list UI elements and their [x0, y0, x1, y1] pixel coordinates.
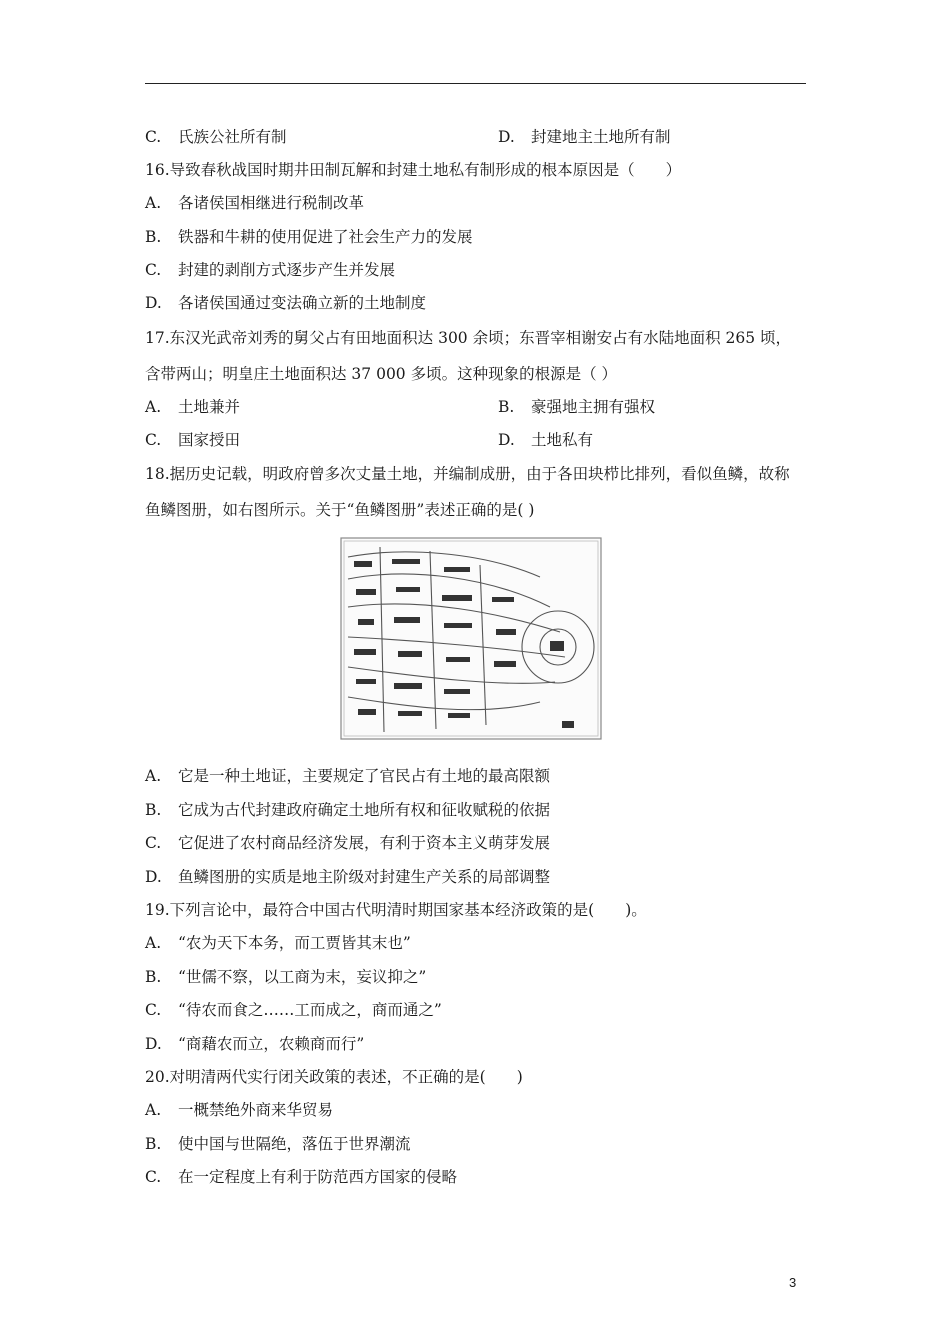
q17-option-a: A. 土地兼并	[145, 398, 241, 416]
q20-option-a: A. 一概禁绝外商来华贸易	[145, 1101, 334, 1119]
q17-option-c: C. 国家授田	[145, 431, 241, 449]
q16-option-d: D. 各诸侯国通过变法确立新的土地制度	[145, 294, 427, 312]
q18-option-b: B. 它成为古代封建政府确定土地所有权和征收赋税的依据	[145, 801, 551, 819]
q19-stem: 19.下列言论中，最符合中国古代明清时期国家基本经济政策的是( )。	[145, 901, 647, 919]
fish-scale-map-figure	[340, 537, 602, 740]
q18-option-d: D. 鱼鳞图册的实质是地主阶级对封建生产关系的局部调整	[145, 868, 551, 886]
q18-stem-line2: 鱼鳞图册，如右图所示。关于“鱼鳞图册”表述正确的是( )	[145, 501, 535, 519]
q19-option-c: C. “待农而食之……工而成之，商而通之”	[145, 1001, 442, 1019]
q18-stem-line1: 18.据历史记载，明政府曾多次丈量土地，并编制成册，由于各田块栉比排列，看似鱼鳞，故称	[145, 465, 790, 483]
q17-option-b: B. 豪强地主拥有强权	[498, 398, 656, 416]
q16-option-c: C. 封建的剥削方式逐步产生并发展	[145, 261, 396, 279]
q17-stem-line1: 17.东汉光武帝刘秀的舅父占有田地面积达 300 余顷；东晋宰相谢安占有水陆地面积 265 顷，	[145, 329, 792, 347]
q19-option-b: B. “世儒不察，以工商为末，妄议抑之”	[145, 968, 427, 986]
q15-option-d: D. 封建地主土地所有制	[498, 128, 671, 146]
q16-stem: 16.导致春秋战国时期井田制瓦解和封建土地私有制形成的根本原因是（ ）	[145, 161, 682, 179]
page-number: 3	[789, 1275, 797, 1290]
q20-option-b: B. 使中国与世隔绝，落伍于世界潮流	[145, 1135, 411, 1153]
q19-option-d: D. “商藉农而立，农赖商而行”	[145, 1035, 365, 1053]
q20-stem: 20.对明清两代实行闭关政策的表述，不正确的是( )	[145, 1068, 523, 1086]
q20-option-c: C. 在一定程度上有利于防范西方国家的侵略	[145, 1168, 458, 1186]
q19-option-a: A. “农为天下本务，而工贾皆其末也”	[145, 934, 411, 952]
q17-stem-line2: 含带两山；明皇庄土地面积达 37 000 多顷。这种现象的根源是（ ）	[145, 365, 618, 383]
header-rule	[145, 83, 806, 84]
q17-option-d: D. 土地私有	[498, 431, 594, 449]
q15-option-c: C. 氏族公社所有制	[145, 128, 287, 146]
q18-option-a: A. 它是一种土地证，主要规定了官民占有土地的最高限额	[145, 767, 551, 785]
q18-option-c: C. 它促进了农村商品经济发展，有利于资本主义萌芽发展	[145, 834, 551, 852]
q16-option-b: B. 铁器和牛耕的使用促进了社会生产力的发展	[145, 228, 473, 246]
q16-option-a: A. 各诸侯国相继进行税制改革	[145, 194, 365, 212]
